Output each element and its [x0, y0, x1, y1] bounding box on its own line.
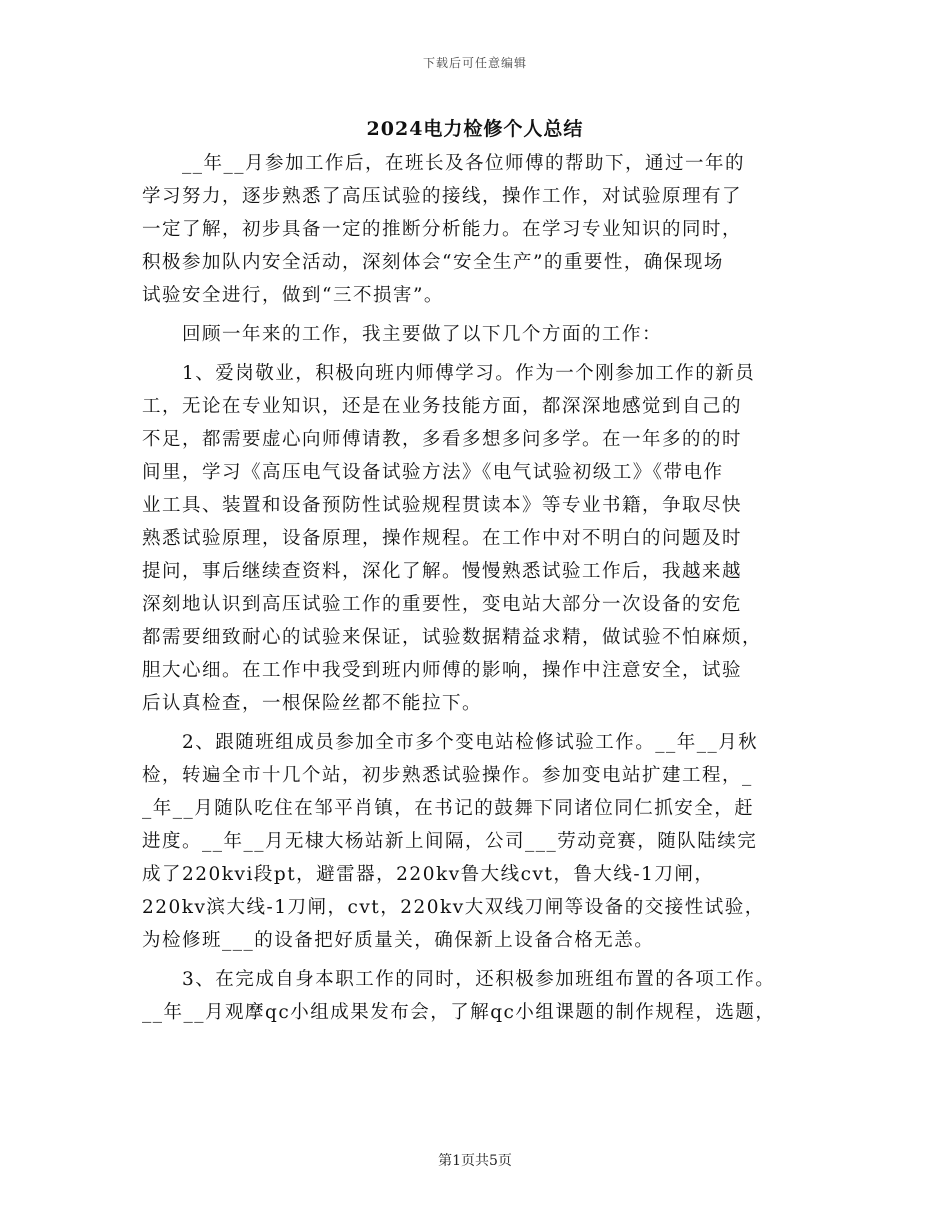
paragraph-line: 2、跟随班组成员参加全市多个变电站检修试验工作。__年__月秋: [182, 732, 759, 753]
paragraph-line: 积极参加队内安全活动，深刻体会“安全生产”的重要性，确保现场: [142, 252, 724, 273]
paragraph-line: 为检修班___的设备把好质量关，确保新上设备合格无恙。: [142, 930, 655, 951]
paragraph-line: _年__月随队吃住在邹平肖镇，在书记的鼓舞下同诸位同仁抓安全，赶: [142, 798, 755, 819]
paragraph-line: 业工具、装置和设备预防性试验规程贯读本》等专业书籍，争取尽快: [142, 495, 743, 516]
paragraph-line: 胆大心细。在工作中我受到班内师傅的影响，操作中注意安全，试验: [142, 660, 743, 681]
paragraph-line: 后认真检查，一根保险丝都不能拉下。: [142, 693, 483, 714]
paragraph-line: 工，无论在专业知识，还是在业务技能方面，都深深地感觉到自己的: [142, 396, 743, 417]
document-body: [142, 147, 832, 1029]
paragraph-line: 深刻地认识到高压试验工作的重要性，变电站大部分一次设备的安危: [142, 594, 743, 615]
paragraph-line: __年__月观摩qc小组成果发布会，了解qc小组课题的制作规程，选题，: [142, 1002, 776, 1023]
paragraph-line: 回顾一年来的工作，我主要做了以下几个方面的工作：: [182, 324, 663, 345]
paragraph-line: 一定了解，初步具备一定的推断分析能力。在学习专业知识的同时，: [142, 219, 743, 240]
paragraph-line: 成了220kvⅰ段pt，避雷器，220kv鲁大线cvt，鲁大线-1刀闸，: [142, 864, 715, 885]
paragraph-line: 检，转遍全市十几个站，初步熟悉试验操作。参加变电站扩建工程，_: [142, 765, 753, 786]
paragraph-line: 都需要细致耐心的试验来保证，试验数据精益求精，做试验不怕麻烦，: [142, 627, 763, 648]
paragraph-line: 3、在完成自身本职工作的同时，还积极参加班组布置的各项工作。: [182, 969, 776, 990]
paragraph-line: 220kv滨大线-1刀闸，cvt，220kv大双线刀闸等设备的交接性试验，: [142, 897, 765, 918]
document-title: 2024电力检修个人总结: [366, 118, 584, 140]
header-note: 下载后可任意编辑: [422, 56, 527, 70]
paragraph-line: 进度。__年__月无棣大杨站新上间隔，公司___劳动竞赛，随队陆续完: [142, 831, 758, 852]
paragraph-line: 熟悉试验原理，设备原理，操作规程。在工作中对不明白的问题及时: [142, 528, 743, 549]
paragraph-line: 试验安全进行，做到“三不损害”。: [142, 285, 444, 306]
paragraph-line: 提问，事后继续查资料，深化了解。慢慢熟悉试验工作后，我越来越: [142, 561, 743, 582]
paragraph-line: 间里，学习《高压电气设备试验方法》《电气试验初级工》《带电作: [142, 462, 724, 483]
paragraph-line: 不足，都需要虚心向师傅请教，多看多想多问多学。在一年多的的时: [142, 429, 743, 450]
paragraph-line: 1、爱岗敬业，积极向班内师傅学习。作为一个刚参加工作的新员: [182, 363, 756, 384]
page-number: 第1页共5页: [438, 1153, 512, 1169]
paragraph-line: 学习努力，逐步熟悉了高压试验的接线，操作工作，对试验原理有了: [142, 186, 743, 207]
paragraph-line: __年__月参加工作后，在班长及各位师傅的帮助下，通过一年的: [182, 153, 746, 174]
